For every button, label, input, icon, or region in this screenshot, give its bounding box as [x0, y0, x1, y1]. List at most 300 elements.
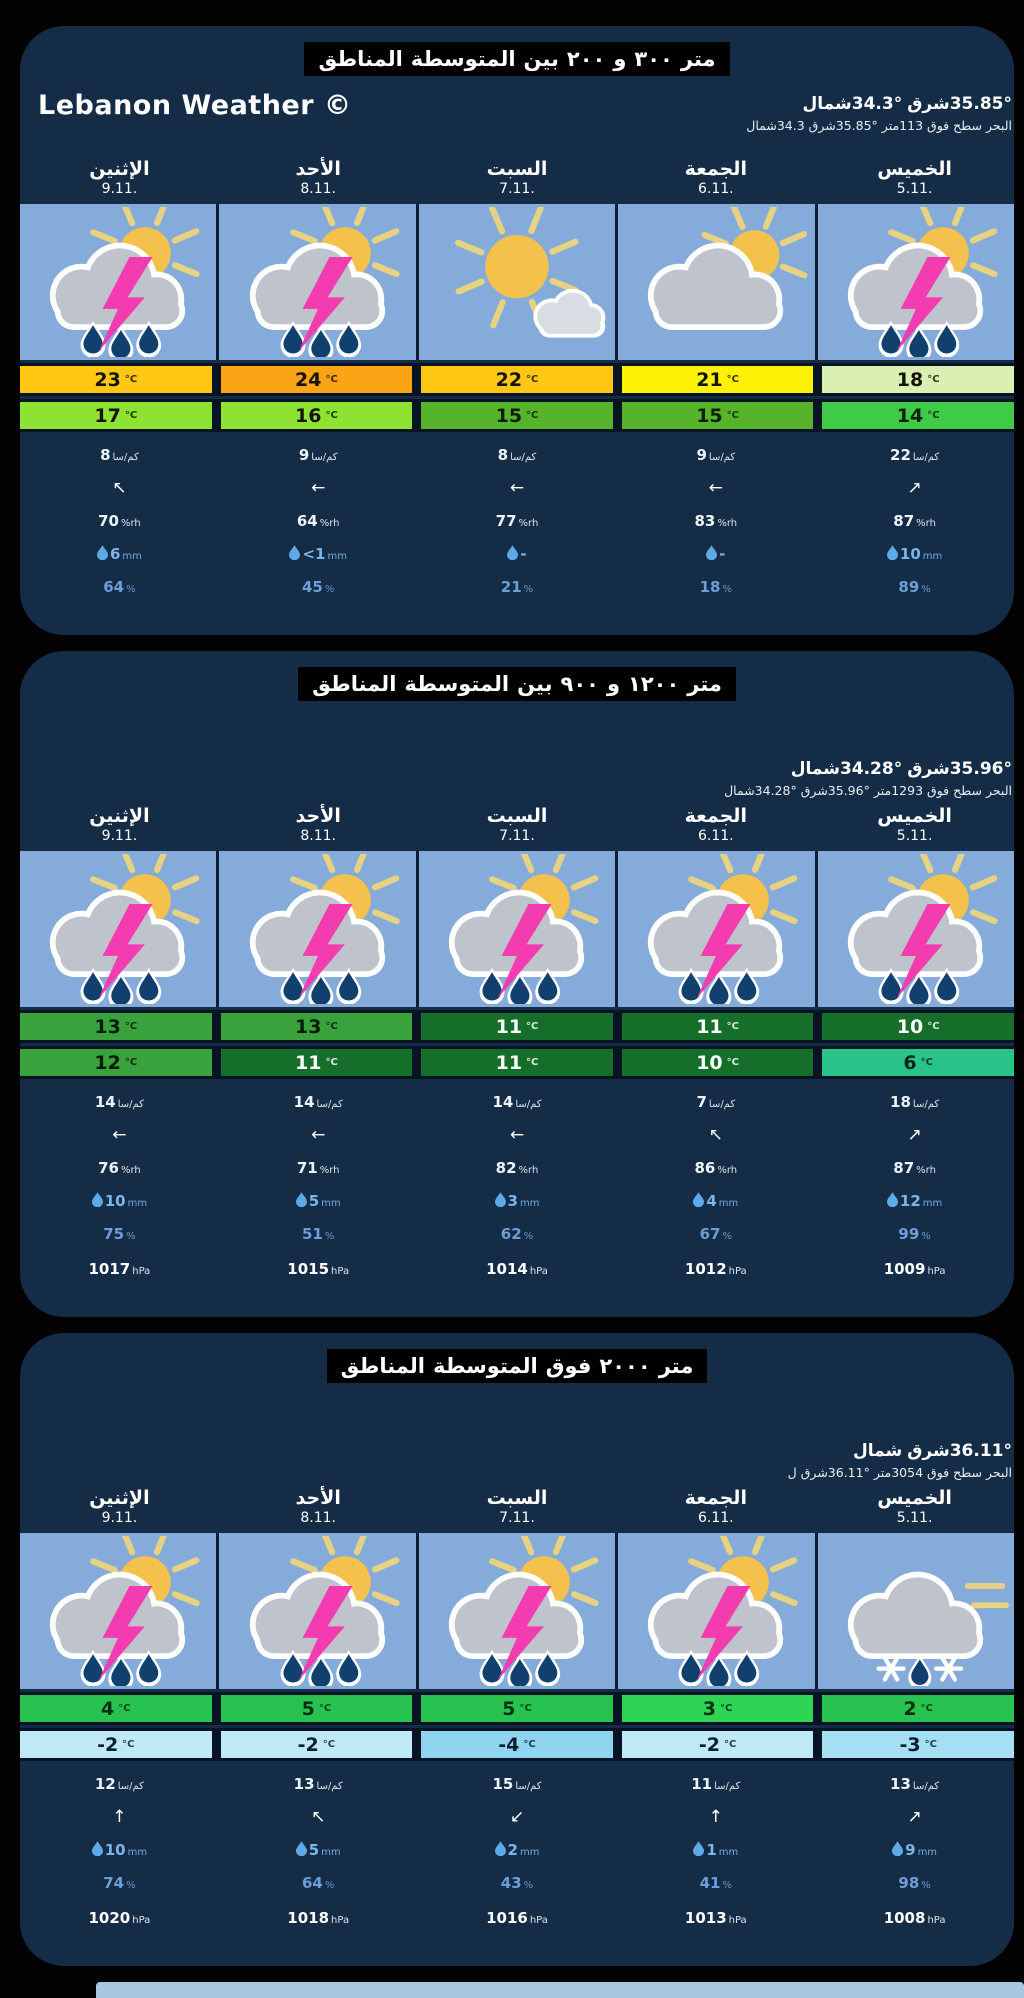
high-temp-value: 13: [294, 1015, 322, 1038]
low-temp-cell: [20, 1049, 212, 1076]
precip-row-cell: [418, 1191, 617, 1211]
temp-unit: °C: [920, 1057, 933, 1068]
pressure: [884, 1909, 946, 1927]
day-name: الأحد: [295, 805, 341, 827]
pressure-unit: hPa: [132, 1915, 151, 1926]
precip-row-cell: [20, 544, 219, 564]
prob-row-cell: [418, 577, 617, 597]
weather-icon-cell: [219, 204, 415, 360]
wind-speed-value: 9: [696, 446, 707, 464]
pressure-value: 1018: [287, 1909, 330, 1927]
icon-row: [20, 851, 1014, 1007]
temp-unit: °C: [325, 1021, 338, 1032]
precipitation-amount-unit: mm: [321, 1847, 341, 1858]
dir-row: [20, 1807, 1014, 1827]
precip-probability-unit: %: [523, 1231, 534, 1242]
precip-probability-unit: %: [523, 1880, 534, 1891]
rh-row-cell: [418, 511, 617, 531]
precipitation: [887, 1192, 942, 1211]
weather-icon-cell: [618, 1533, 814, 1689]
weather-icon-cell: [419, 1533, 615, 1689]
precipitation-amount-unit: mm: [718, 1847, 739, 1858]
day-name: الإثنين: [89, 805, 150, 827]
day-name: الجمعة: [684, 158, 747, 180]
coordinates-line2: 34.3شمال 35.85°شرق 113متر فوق سطح البحر: [746, 118, 1012, 133]
wind-row-cell: [418, 445, 617, 465]
precip-probability: [700, 578, 732, 596]
precip-probability-unit: %: [523, 584, 534, 595]
high-temp-value: 21: [696, 368, 723, 391]
temp-unit: °C: [118, 1703, 131, 1714]
low-temp-value: 15: [696, 404, 723, 427]
wind-direction-arrow: ←: [311, 1124, 326, 1145]
forecast-panels-container: [0, 26, 1024, 1966]
precip-probability-value: 75: [103, 1225, 125, 1243]
prob-row: [20, 577, 1014, 597]
wind-direction-arrow: ←: [509, 1124, 525, 1145]
day-name: الأحد: [295, 1487, 341, 1509]
thunder-rain-icon: [620, 1536, 812, 1686]
precipitation-amount-unit: mm: [519, 1847, 540, 1858]
day-name: الإثنين: [89, 1487, 150, 1509]
wind-direction-arrow: ←: [311, 477, 326, 498]
high-temp-value: 5: [502, 1697, 516, 1720]
precipitation-amount-value: 12: [899, 1192, 921, 1210]
precip-row-cell: [219, 544, 418, 564]
precipitation-amount-value: -: [520, 545, 527, 563]
low-temp-value: 12: [94, 1051, 121, 1074]
precipitation: [693, 1192, 738, 1211]
day-date: 9.11.: [101, 181, 138, 197]
raindrop-icon: [887, 545, 898, 564]
temp-unit: °C: [526, 1057, 539, 1068]
pressure: [287, 1260, 349, 1278]
temp-unit: °C: [726, 374, 739, 385]
temp-unit: °C: [927, 1021, 940, 1032]
wind-speed: [890, 1093, 939, 1111]
precipitation-amount: [900, 1192, 942, 1210]
prob-row-cell: [616, 1224, 815, 1244]
humidity: [893, 1159, 936, 1177]
precip-row-cell: [616, 544, 815, 564]
day-date: 6.11.: [697, 1510, 734, 1526]
wind-row-cell: [616, 1774, 815, 1794]
pressure-value: 1014: [486, 1260, 528, 1278]
low-temp-cell: [622, 402, 814, 429]
low-temp-cell: [421, 1049, 613, 1076]
precipitation: [92, 1192, 147, 1211]
temp-unit: °C: [924, 1739, 937, 1750]
rh-row-cell: [219, 1158, 418, 1178]
precipitation: [706, 545, 725, 564]
wind-speed-unit: كم/سا: [912, 1099, 940, 1110]
wind-speed: [890, 446, 939, 464]
precip-probability: [898, 578, 930, 596]
sun-cloud-icon: [421, 207, 613, 357]
low-temp-row: [20, 1046, 1014, 1079]
wind-speed-value: 15: [492, 1775, 514, 1793]
low-temp-value: 17: [94, 404, 121, 427]
press-row-cell: [418, 1908, 617, 1928]
wind-speed: [890, 1775, 939, 1793]
pressure-unit: hPa: [529, 1915, 548, 1926]
precipitation-amount: [309, 1841, 341, 1859]
high-temp-cell: [622, 1695, 814, 1722]
temp-unit: °C: [325, 1057, 338, 1068]
precip-probability: [700, 1225, 732, 1243]
wind-row-cell: [815, 445, 1014, 465]
precipitation-amount: [508, 1841, 540, 1859]
raindrop-icon: [892, 1841, 903, 1860]
thunder-rain-icon: [22, 854, 214, 1004]
precip-probability-value: 41: [699, 1874, 721, 1892]
precipitation-amount-value: 2: [507, 1841, 518, 1859]
precipitation-amount: [719, 545, 725, 563]
temp-unit: °C: [526, 374, 539, 385]
wind-direction-arrow: ↗: [907, 1806, 922, 1827]
thunder-rain-icon: [222, 207, 414, 357]
rh-row-cell: [418, 1158, 617, 1178]
day-name: الجمعة: [684, 805, 747, 827]
dir-row-cell: [219, 478, 418, 498]
panel-title: المناطق المتوسطة بين ٩٠٠ و ١٢٠٠ متر: [298, 667, 736, 701]
precip-probability-unit: %: [921, 1231, 931, 1242]
high-temp-value: 18: [896, 368, 924, 391]
weather-icon-cell: [20, 1533, 216, 1689]
precipitation: [892, 1841, 937, 1860]
high-temp-value: 4: [101, 1697, 115, 1720]
dir-row-cell: [219, 1125, 418, 1145]
high-temp-value: 11: [495, 1015, 523, 1038]
precip-probability: [103, 1225, 135, 1243]
wind-direction-arrow: ↖: [112, 477, 127, 498]
day-header: [815, 805, 1014, 844]
temp-unit: °C: [325, 374, 338, 385]
prob-row-cell: [815, 577, 1014, 597]
precipitation: [887, 545, 942, 564]
day-header: [20, 1487, 219, 1526]
press-row-cell: [616, 1908, 815, 1928]
pressure: [89, 1260, 151, 1278]
low-temp-value: 6: [903, 1051, 917, 1074]
wind-speed-value: 8: [497, 446, 509, 464]
wind-speed-value: 12: [94, 1775, 116, 1793]
precip-probability-value: 98: [898, 1874, 920, 1892]
prob-row-cell: [616, 1873, 815, 1893]
day-date: 9.11.: [101, 1510, 138, 1526]
press-row-cell: [616, 1259, 815, 1279]
forecast-panel-2: [20, 651, 1014, 1317]
wind-speed-unit: كم/سا: [510, 452, 537, 463]
precip-probability-unit: %: [126, 584, 136, 595]
prob-row: [20, 1224, 1014, 1244]
humidity-value: 77: [495, 512, 517, 530]
precip-probability-value: 51: [302, 1225, 323, 1243]
weather-icon-cell: [818, 204, 1014, 360]
precip-probability-value: 21: [500, 578, 522, 596]
dir-row-cell: [418, 478, 617, 498]
panel-title: المناطق المتوسطة فوق ٢٠٠٠ متر: [327, 1349, 708, 1383]
dir-row-cell: [815, 1807, 1014, 1827]
precip-probability-value: 74: [103, 1874, 125, 1892]
prob-row-cell: [815, 1224, 1014, 1244]
thunder-rain-icon: [22, 1536, 214, 1686]
weather-icon-cell: [20, 204, 216, 360]
humidity: [893, 512, 936, 530]
prob-row-cell: [20, 1873, 219, 1893]
precip-row-cell: [815, 544, 1014, 564]
prob-row-cell: [219, 577, 418, 597]
day-header: [219, 1487, 418, 1526]
temp-unit: °C: [325, 410, 338, 421]
prob-row-cell: [418, 1873, 617, 1893]
wind-speed-unit: كم/سا: [708, 1099, 736, 1110]
dir-row-cell: [219, 1807, 418, 1827]
high-temp-row: [20, 363, 1014, 396]
precipitation-amount-unit: mm: [922, 551, 943, 562]
low-temp-cell: [421, 1731, 613, 1758]
weather-icon-cell: [419, 851, 615, 1007]
day-name: الخميس: [877, 1487, 952, 1509]
wind-speed-value: 14: [492, 1093, 514, 1111]
high-temp-value: 24: [294, 368, 322, 391]
precip-probability: [302, 1225, 334, 1243]
pressure-unit: hPa: [331, 1915, 350, 1926]
high-temp-row: [20, 1010, 1014, 1043]
day-header-row: [20, 1487, 1014, 1526]
wind-speed: [95, 1775, 144, 1793]
high-temp-value: 3: [702, 1697, 717, 1720]
wind-speed-unit: كم/سا: [912, 452, 940, 463]
wind-speed-unit: كم/سا: [912, 1781, 940, 1792]
precip-probability-value: 43: [500, 1874, 522, 1892]
pressure-unit: hPa: [529, 1266, 548, 1277]
low-temp-value: 11: [294, 1051, 322, 1074]
temp-unit: °C: [124, 410, 138, 421]
wind-speed: [691, 1775, 740, 1793]
dir-row-cell: [616, 1125, 815, 1145]
panel-title: المناطق المتوسطة بين ٢٠٠ و ٣٠٠ متر: [304, 42, 729, 76]
wind-speed: [492, 1093, 541, 1111]
precip-row-cell: [418, 544, 617, 564]
high-temp-cell: [20, 366, 212, 393]
pressure-unit: hPa: [927, 1915, 946, 1926]
wind-direction-arrow: ↗: [907, 477, 922, 498]
temp-unit: °C: [318, 1703, 332, 1714]
temp-unit: °C: [519, 1703, 532, 1714]
press-row-cell: [418, 1259, 617, 1279]
day-name: الأحد: [295, 158, 341, 180]
humidity-unit: %rh: [916, 1165, 936, 1176]
high-temp-cell: [221, 366, 413, 393]
precipitation-amount-value: 10: [899, 545, 921, 563]
day-name: السبت: [486, 1487, 548, 1509]
wind-speed-unit: كم/سا: [316, 1099, 343, 1110]
wind-speed-value: 22: [890, 446, 911, 464]
prob-row-cell: [20, 1224, 219, 1244]
raindrop-icon: [296, 1841, 307, 1860]
precip-row: [20, 1840, 1014, 1860]
prob-row-cell: [815, 1873, 1014, 1893]
day-header: [20, 805, 219, 844]
high-temp-cell: [622, 1013, 814, 1040]
wind-row: [20, 1092, 1014, 1112]
precipitation-amount: [706, 1192, 738, 1210]
raindrop-icon: [495, 1841, 506, 1860]
wind-speed: [492, 1775, 541, 1793]
wind-direction-arrow: ↑: [708, 1806, 723, 1827]
thunder-rain-icon: [421, 1536, 613, 1686]
wind-speed: [294, 1775, 343, 1793]
wind-speed-value: 11: [691, 1775, 713, 1793]
precipitation-amount-value: 4: [706, 1192, 717, 1210]
precip-probability: [103, 578, 135, 596]
low-temp-value: -3: [899, 1733, 921, 1756]
temp-unit: °C: [720, 1703, 733, 1714]
precipitation-amount: [105, 1841, 147, 1859]
pressure-value: 1015: [287, 1260, 330, 1278]
wind-direction-arrow: ↗: [907, 1124, 922, 1145]
precipitation-amount: [110, 545, 142, 563]
wind-row: [20, 445, 1014, 465]
thunder-rain-icon: [22, 207, 214, 357]
day-header: [616, 158, 815, 197]
precip-probability: [898, 1225, 930, 1243]
dir-row-cell: [418, 1807, 617, 1827]
humidity-value: 86: [694, 1159, 716, 1177]
day-name: الخميس: [877, 805, 952, 827]
icon-row: [20, 1533, 1014, 1689]
precipitation-amount: [508, 1192, 540, 1210]
precipitation-amount-value: <1: [302, 545, 326, 563]
high-temp-row: [20, 1692, 1014, 1725]
humidity: [694, 1159, 737, 1177]
day-header: [20, 158, 219, 197]
precip-probability-value: 67: [699, 1225, 721, 1243]
temp-unit: °C: [526, 1021, 539, 1032]
humidity-unit: %rh: [319, 1165, 340, 1176]
low-temp-cell: [822, 402, 1014, 429]
humidity-value: 82: [495, 1159, 517, 1177]
weather-icon-cell: [618, 851, 814, 1007]
precip-probability: [302, 1874, 334, 1892]
wind-row: [20, 1774, 1014, 1794]
humidity-unit: %rh: [518, 1165, 539, 1176]
pressure: [685, 1909, 747, 1927]
press-row-cell: [219, 1908, 418, 1928]
day-date: 7.11.: [499, 828, 535, 844]
dir-row-cell: [815, 478, 1014, 498]
brand-watermark: Lebanon Weather ©: [38, 90, 352, 121]
wind-speed-value: 18: [890, 1093, 911, 1111]
temp-unit: °C: [124, 374, 138, 385]
rh-row: [20, 1158, 1014, 1178]
humidity-value: 87: [893, 1159, 915, 1177]
wind-row-cell: [418, 1774, 617, 1794]
press-row-cell: [219, 1259, 418, 1279]
precip-probability-value: 99: [898, 1225, 920, 1243]
precipitation-amount: [706, 1841, 738, 1859]
low-temp-cell: [20, 402, 212, 429]
day-date: 5.11.: [896, 181, 933, 197]
precip-probability-unit: %: [921, 584, 931, 595]
wind-row-cell: [219, 1774, 418, 1794]
forecast-panel-1: [20, 26, 1014, 635]
rh-row: [20, 511, 1014, 531]
precip-probability-unit: %: [722, 1880, 732, 1891]
high-temp-cell: [822, 1695, 1014, 1722]
pressure: [884, 1260, 946, 1278]
pressure: [685, 1260, 747, 1278]
dir-row-cell: [815, 1125, 1014, 1145]
press-row-cell: [815, 1259, 1014, 1279]
precipitation-amount: [302, 545, 347, 563]
raindrop-icon: [92, 1192, 103, 1211]
cropped-next-panel-strip: [96, 1982, 1024, 1998]
precipitation-amount: [900, 545, 942, 563]
precipitation: [507, 545, 526, 564]
press-row: [20, 1908, 1014, 1928]
wind-direction-arrow: ↖: [708, 1124, 723, 1145]
thunder-rain-icon: [222, 854, 414, 1004]
wind-row-cell: [418, 1092, 617, 1112]
weather-icon-cell: [219, 1533, 415, 1689]
wind-speed-value: 13: [890, 1775, 911, 1793]
day-name: السبت: [486, 805, 548, 827]
humidity-unit: %rh: [120, 1165, 141, 1176]
raindrop-icon: [693, 1192, 704, 1211]
dir-row-cell: [20, 478, 219, 498]
weather-icon-cell: [818, 851, 1014, 1007]
temp-unit: °C: [726, 1057, 739, 1068]
dir-row-cell: [616, 1807, 815, 1827]
wind-speed-value: 7: [696, 1093, 707, 1111]
precip-probability-unit: %: [324, 584, 335, 595]
precip-probability-unit: %: [126, 1880, 136, 1891]
precipitation-amount-value: 3: [507, 1192, 518, 1210]
low-temp-value: 14: [896, 404, 924, 427]
low-temp-cell: [421, 402, 613, 429]
humidity: [496, 512, 539, 530]
rh-row-cell: [815, 1158, 1014, 1178]
coordinates-line1: شمال 36.11°شرق: [852, 1441, 1012, 1461]
pressure-unit: hPa: [728, 1915, 747, 1926]
precip-probability-value: 64: [103, 578, 125, 596]
raindrop-icon: [887, 1192, 898, 1211]
low-temp-value: -2: [698, 1733, 720, 1756]
low-temp-row: [20, 399, 1014, 432]
humidity-value: 71: [296, 1159, 318, 1177]
day-name: الإثنين: [89, 158, 150, 180]
low-temp-cell: [221, 402, 413, 429]
weather-icon-cell: [219, 851, 415, 1007]
high-temp-cell: [20, 1695, 212, 1722]
wind-direction-arrow: ↑: [112, 1806, 127, 1827]
humidity: [98, 512, 141, 530]
raindrop-icon: [495, 1192, 506, 1211]
temp-unit: °C: [122, 1739, 135, 1750]
precipitation-amount: [905, 1841, 937, 1859]
pressure-value: 1009: [883, 1260, 926, 1278]
day-name: الجمعة: [684, 1487, 747, 1509]
precip-row-cell: [616, 1840, 815, 1860]
precip-probability: [302, 578, 334, 596]
forecast-panel-3: [20, 1333, 1014, 1966]
temp-unit: °C: [322, 1739, 336, 1750]
day-date: 6.11.: [697, 181, 734, 197]
day-header: [219, 158, 418, 197]
temp-unit: °C: [526, 410, 539, 421]
